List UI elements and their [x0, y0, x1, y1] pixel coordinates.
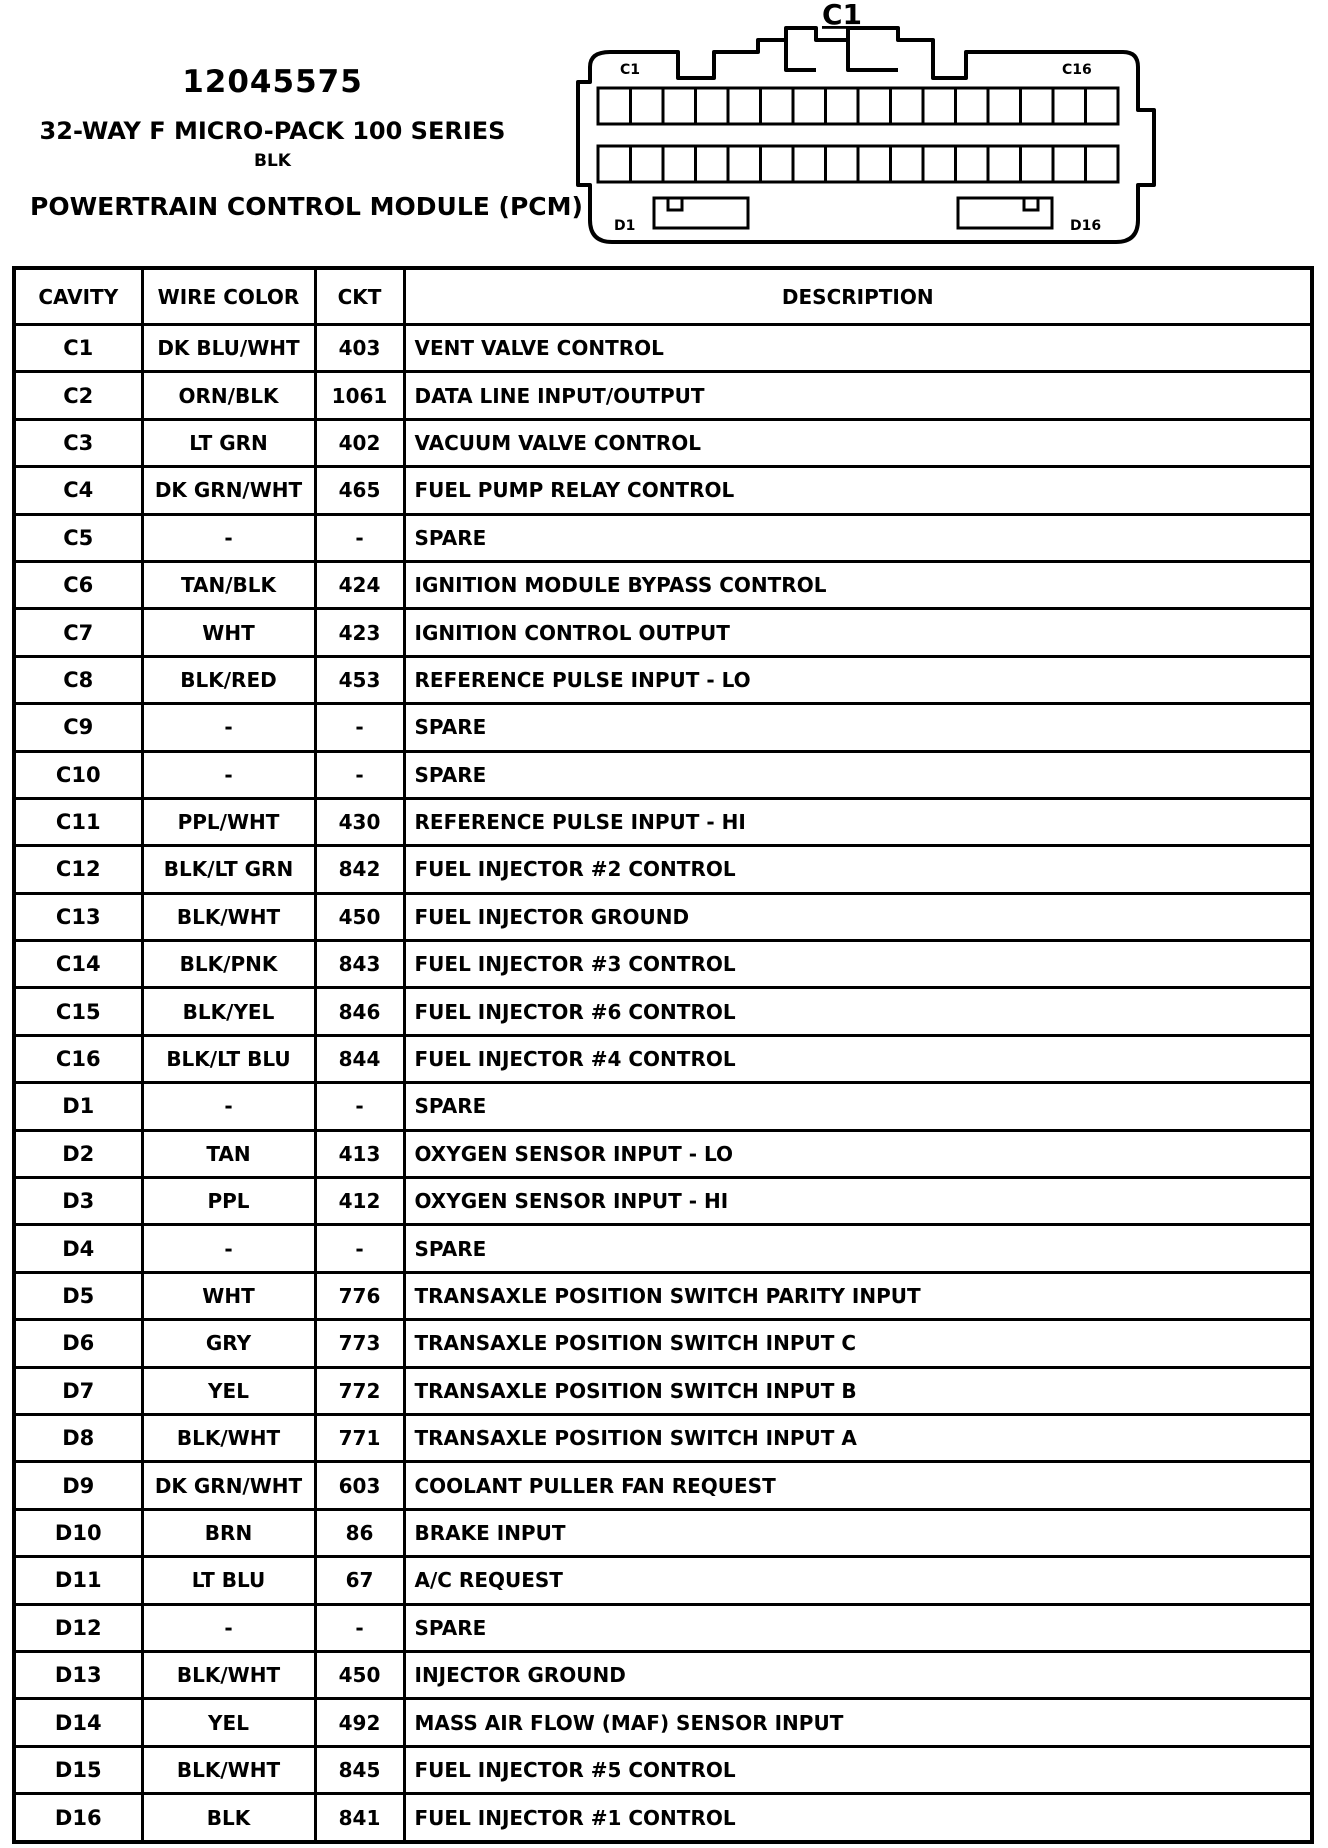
description-cell: FUEL PUMP RELAY CONTROL	[404, 467, 1312, 514]
description-cell: VENT VALVE CONTROL	[404, 325, 1312, 372]
wire-color-cell: DK GRN/WHT	[142, 1462, 315, 1509]
table-row	[14, 1604, 1312, 1651]
wire-color-cell: -	[142, 1083, 315, 1130]
ckt-cell: 86	[315, 1509, 404, 1556]
table-row	[14, 1130, 1312, 1177]
cavity-d15	[1053, 146, 1086, 182]
table-row	[14, 609, 1312, 656]
cavity-cell: C8	[14, 656, 142, 703]
cavity-cell: D10	[14, 1509, 142, 1556]
cavity-c16	[1086, 88, 1119, 124]
wire-color-cell: WHT	[142, 609, 315, 656]
ckt-cell: 771	[315, 1414, 404, 1461]
table-row	[14, 893, 1312, 940]
wire-color-cell: -	[142, 704, 315, 751]
connector-housing-outline	[578, 28, 1154, 242]
table-row	[14, 467, 1312, 514]
wire-color-cell: BLK/LT GRN	[142, 846, 315, 893]
ckt-cell: 492	[315, 1699, 404, 1746]
color-code: BLK	[254, 151, 291, 171]
table-row	[14, 419, 1312, 466]
cavity-cell: C6	[14, 561, 142, 608]
ckt-cell: 844	[315, 1035, 404, 1082]
cavity-d5	[728, 146, 761, 182]
cavity-cell: C15	[14, 988, 142, 1035]
wire-color-cell: -	[142, 751, 315, 798]
ckt-cell: 403	[315, 325, 404, 372]
description-cell: TRANSAXLE POSITION SWITCH INPUT B	[404, 1367, 1312, 1414]
description-cell: IGNITION MODULE BYPASS CONTROL	[404, 561, 1312, 608]
description-cell: FUEL INJECTOR #3 CONTROL	[404, 941, 1312, 988]
description-cell: FUEL INJECTOR #2 CONTROL	[404, 846, 1312, 893]
connector-label: C1	[821, 0, 863, 31]
wire-color-cell: BLK/WHT	[142, 893, 315, 940]
cavity-cell: D15	[14, 1746, 142, 1793]
ckt-cell: 773	[315, 1320, 404, 1367]
wire-color-cell: BLK/WHT	[142, 1651, 315, 1698]
table-row	[14, 1083, 1312, 1130]
description-cell: SPARE	[404, 514, 1312, 561]
cavity-c13	[988, 88, 1021, 124]
ckt-cell: -	[315, 514, 404, 561]
wire-color-cell: DK GRN/WHT	[142, 467, 315, 514]
cavity-cell: D9	[14, 1462, 142, 1509]
description-cell: TRANSAXLE POSITION SWITCH INPUT C	[404, 1320, 1312, 1367]
cavity-cell: D7	[14, 1367, 142, 1414]
table-row	[14, 798, 1312, 845]
ckt-cell: 776	[315, 1272, 404, 1319]
header-ckt: CKT	[315, 268, 404, 325]
header-description: DESCRIPTION	[404, 268, 1312, 325]
table-row	[14, 1462, 1312, 1509]
ckt-cell: -	[315, 1083, 404, 1130]
table-row	[14, 1367, 1312, 1414]
wire-color-cell: LT BLU	[142, 1557, 315, 1604]
ckt-cell: 450	[315, 893, 404, 940]
cavity-d10	[891, 146, 924, 182]
wire-color-cell: BLK/PNK	[142, 941, 315, 988]
wire-color-cell: BLK/YEL	[142, 988, 315, 1035]
ckt-cell: 843	[315, 941, 404, 988]
module-name: POWERTRAIN CONTROL MODULE (PCM)	[30, 192, 583, 221]
cavity-c9	[858, 88, 891, 124]
cavity-cell: D13	[14, 1651, 142, 1698]
table-row	[14, 1557, 1312, 1604]
cavity-c2	[631, 88, 664, 124]
description-cell: SPARE	[404, 704, 1312, 751]
wire-color-cell: BRN	[142, 1509, 315, 1556]
description-cell: VACUUM VALVE CONTROL	[404, 419, 1312, 466]
table-row	[14, 514, 1312, 561]
ckt-cell: 430	[315, 798, 404, 845]
ckt-cell: 1061	[315, 372, 404, 419]
table-row	[14, 751, 1312, 798]
table-row	[14, 1509, 1312, 1556]
wire-color-cell: DK BLU/WHT	[142, 325, 315, 372]
wire-color-cell: -	[142, 1225, 315, 1272]
wire-color-cell: -	[142, 514, 315, 561]
table-row	[14, 988, 1312, 1035]
cavity-d8	[826, 146, 859, 182]
cavity-c7	[793, 88, 826, 124]
cavity-d2	[631, 146, 664, 182]
cavity-cell: C1	[14, 325, 142, 372]
cavity-d14	[1021, 146, 1054, 182]
ckt-cell: 772	[315, 1367, 404, 1414]
pin-table	[12, 266, 1314, 1844]
table-row	[14, 941, 1312, 988]
ckt-cell: 402	[315, 419, 404, 466]
cavity-cell: C7	[14, 609, 142, 656]
table-row	[14, 1414, 1312, 1461]
cavity-c6	[761, 88, 794, 124]
keying-tab	[786, 40, 898, 70]
cavity-d1	[598, 146, 631, 182]
cavity-cell: D4	[14, 1225, 142, 1272]
header-wire-color: WIRE COLOR	[142, 268, 315, 325]
table-row	[14, 1272, 1312, 1319]
wire-color-cell: GRY	[142, 1320, 315, 1367]
table-row	[14, 1225, 1312, 1272]
description-cell: A/C REQUEST	[404, 1557, 1312, 1604]
description-cell: REFERENCE PULSE INPUT - LO	[404, 656, 1312, 703]
description-cell: COOLANT PULLER FAN REQUEST	[404, 1462, 1312, 1509]
cavity-d16	[1086, 146, 1119, 182]
header-cavity: CAVITY	[14, 268, 142, 325]
cavity-c1	[598, 88, 631, 124]
cavity-cell: C14	[14, 941, 142, 988]
table-row	[14, 846, 1312, 893]
wire-color-cell: YEL	[142, 1367, 315, 1414]
cavity-cell: D1	[14, 1083, 142, 1130]
description-cell: FUEL INJECTOR GROUND	[404, 893, 1312, 940]
cavity-cell: D8	[14, 1414, 142, 1461]
cavity-d9	[858, 146, 891, 182]
cavity-d11	[923, 146, 956, 182]
table-row	[14, 1746, 1312, 1793]
description-cell: OXYGEN SENSOR INPUT - LO	[404, 1130, 1312, 1177]
cavity-c3	[663, 88, 696, 124]
cavity-c15	[1053, 88, 1086, 124]
cavity-d3	[663, 146, 696, 182]
description-cell: DATA LINE INPUT/OUTPUT	[404, 372, 1312, 419]
description-cell: FUEL INJECTOR #4 CONTROL	[404, 1035, 1312, 1082]
description-cell: FUEL INJECTOR #5 CONTROL	[404, 1746, 1312, 1793]
cavity-cell: D3	[14, 1178, 142, 1225]
cavity-cell: C12	[14, 846, 142, 893]
table-row	[14, 1651, 1312, 1698]
wire-color-cell: ORN/BLK	[142, 372, 315, 419]
table-row	[14, 704, 1312, 751]
wire-color-cell: PPL	[142, 1178, 315, 1225]
cavity-grid	[598, 88, 1118, 182]
ckt-cell: 413	[315, 1130, 404, 1177]
description-cell: FUEL INJECTOR #1 CONTROL	[404, 1794, 1312, 1842]
ckt-cell: 603	[315, 1462, 404, 1509]
cavity-cell: C11	[14, 798, 142, 845]
description-cell: FUEL INJECTOR #6 CONTROL	[404, 988, 1312, 1035]
description-cell: SPARE	[404, 1083, 1312, 1130]
ckt-cell: 424	[315, 561, 404, 608]
description-cell: OXYGEN SENSOR INPUT - HI	[404, 1178, 1312, 1225]
cavity-d13	[988, 146, 1021, 182]
cavity-cell: D11	[14, 1557, 142, 1604]
description-cell: SPARE	[404, 751, 1312, 798]
table-row	[14, 1320, 1312, 1367]
cavity-cell: C5	[14, 514, 142, 561]
cavity-c14	[1021, 88, 1054, 124]
cavity-d4	[696, 146, 729, 182]
ckt-cell: 841	[315, 1794, 404, 1842]
table-row	[14, 1035, 1312, 1082]
ckt-cell: 842	[315, 846, 404, 893]
pin-label-d1: D1	[614, 218, 636, 234]
cavity-c12	[956, 88, 989, 124]
cavity-d6	[761, 146, 794, 182]
ckt-cell: 423	[315, 609, 404, 656]
description-cell: SPARE	[404, 1604, 1312, 1651]
description-cell: REFERENCE PULSE INPUT - HI	[404, 798, 1312, 845]
description-cell: TRANSAXLE POSITION SWITCH INPUT A	[404, 1414, 1312, 1461]
cavity-c8	[826, 88, 859, 124]
description-cell: TRANSAXLE POSITION SWITCH PARITY INPUT	[404, 1272, 1312, 1319]
cavity-c11	[923, 88, 956, 124]
cavity-d7	[793, 146, 826, 182]
cavity-cell: D16	[14, 1794, 142, 1842]
wire-color-cell: BLK/WHT	[142, 1414, 315, 1461]
connector-diagram	[548, 0, 1168, 255]
ckt-cell: 845	[315, 1746, 404, 1793]
table-row	[14, 1794, 1312, 1842]
wire-color-cell: PPL/WHT	[142, 798, 315, 845]
description-cell: INJECTOR GROUND	[404, 1651, 1312, 1698]
ckt-cell: 846	[315, 988, 404, 1035]
ckt-cell: 412	[315, 1178, 404, 1225]
ckt-cell: -	[315, 1225, 404, 1272]
description-cell: IGNITION CONTROL OUTPUT	[404, 609, 1312, 656]
ckt-cell: 67	[315, 1557, 404, 1604]
wire-color-cell: LT GRN	[142, 419, 315, 466]
ckt-cell: -	[315, 751, 404, 798]
cavity-cell: C2	[14, 372, 142, 419]
wire-color-cell: BLK/LT BLU	[142, 1035, 315, 1082]
wire-color-cell: BLK/RED	[142, 656, 315, 703]
table-header-row	[14, 268, 1312, 325]
cavity-cell: D12	[14, 1604, 142, 1651]
cavity-cell: C3	[14, 419, 142, 466]
pin-label-c1: C1	[620, 62, 641, 78]
cavity-cell: C10	[14, 751, 142, 798]
ckt-cell: 465	[315, 467, 404, 514]
cavity-cell: C4	[14, 467, 142, 514]
cavity-cell: D2	[14, 1130, 142, 1177]
wire-color-cell: BLK	[142, 1794, 315, 1842]
table-row	[14, 656, 1312, 703]
latch-slot-left-notch	[668, 198, 682, 210]
table-row	[14, 1699, 1312, 1746]
wire-color-cell: TAN	[142, 1130, 315, 1177]
cavity-d12	[956, 146, 989, 182]
cavity-c4	[696, 88, 729, 124]
table-row	[14, 1178, 1312, 1225]
cavity-cell: C16	[14, 1035, 142, 1082]
wire-color-cell: TAN/BLK	[142, 561, 315, 608]
cavity-cell: D14	[14, 1699, 142, 1746]
wire-color-cell: BLK/WHT	[142, 1746, 315, 1793]
ckt-cell: 453	[315, 656, 404, 703]
description-cell: BRAKE INPUT	[404, 1509, 1312, 1556]
cavity-c10	[891, 88, 924, 124]
cavity-cell: D6	[14, 1320, 142, 1367]
wire-color-cell: -	[142, 1604, 315, 1651]
description-cell: MASS AIR FLOW (MAF) SENSOR INPUT	[404, 1699, 1312, 1746]
cavity-cell: C9	[14, 704, 142, 751]
ckt-cell: -	[315, 1604, 404, 1651]
wire-color-cell: WHT	[142, 1272, 315, 1319]
cavity-cell: D5	[14, 1272, 142, 1319]
pin-label-c16: C16	[1062, 62, 1092, 78]
cavity-cell: C13	[14, 893, 142, 940]
part-number: 12045575	[182, 64, 363, 100]
ckt-cell: 450	[315, 1651, 404, 1698]
connector-type: 32-WAY F MICRO-PACK 100 SERIES	[39, 117, 506, 145]
pin-label-d16: D16	[1070, 218, 1102, 234]
wire-color-cell: YEL	[142, 1699, 315, 1746]
description-cell: SPARE	[404, 1225, 1312, 1272]
latch-slot-right-notch	[1024, 198, 1038, 210]
table-row	[14, 325, 1312, 372]
table-row	[14, 561, 1312, 608]
cavity-c5	[728, 88, 761, 124]
ckt-cell: -	[315, 704, 404, 751]
table-row	[14, 372, 1312, 419]
